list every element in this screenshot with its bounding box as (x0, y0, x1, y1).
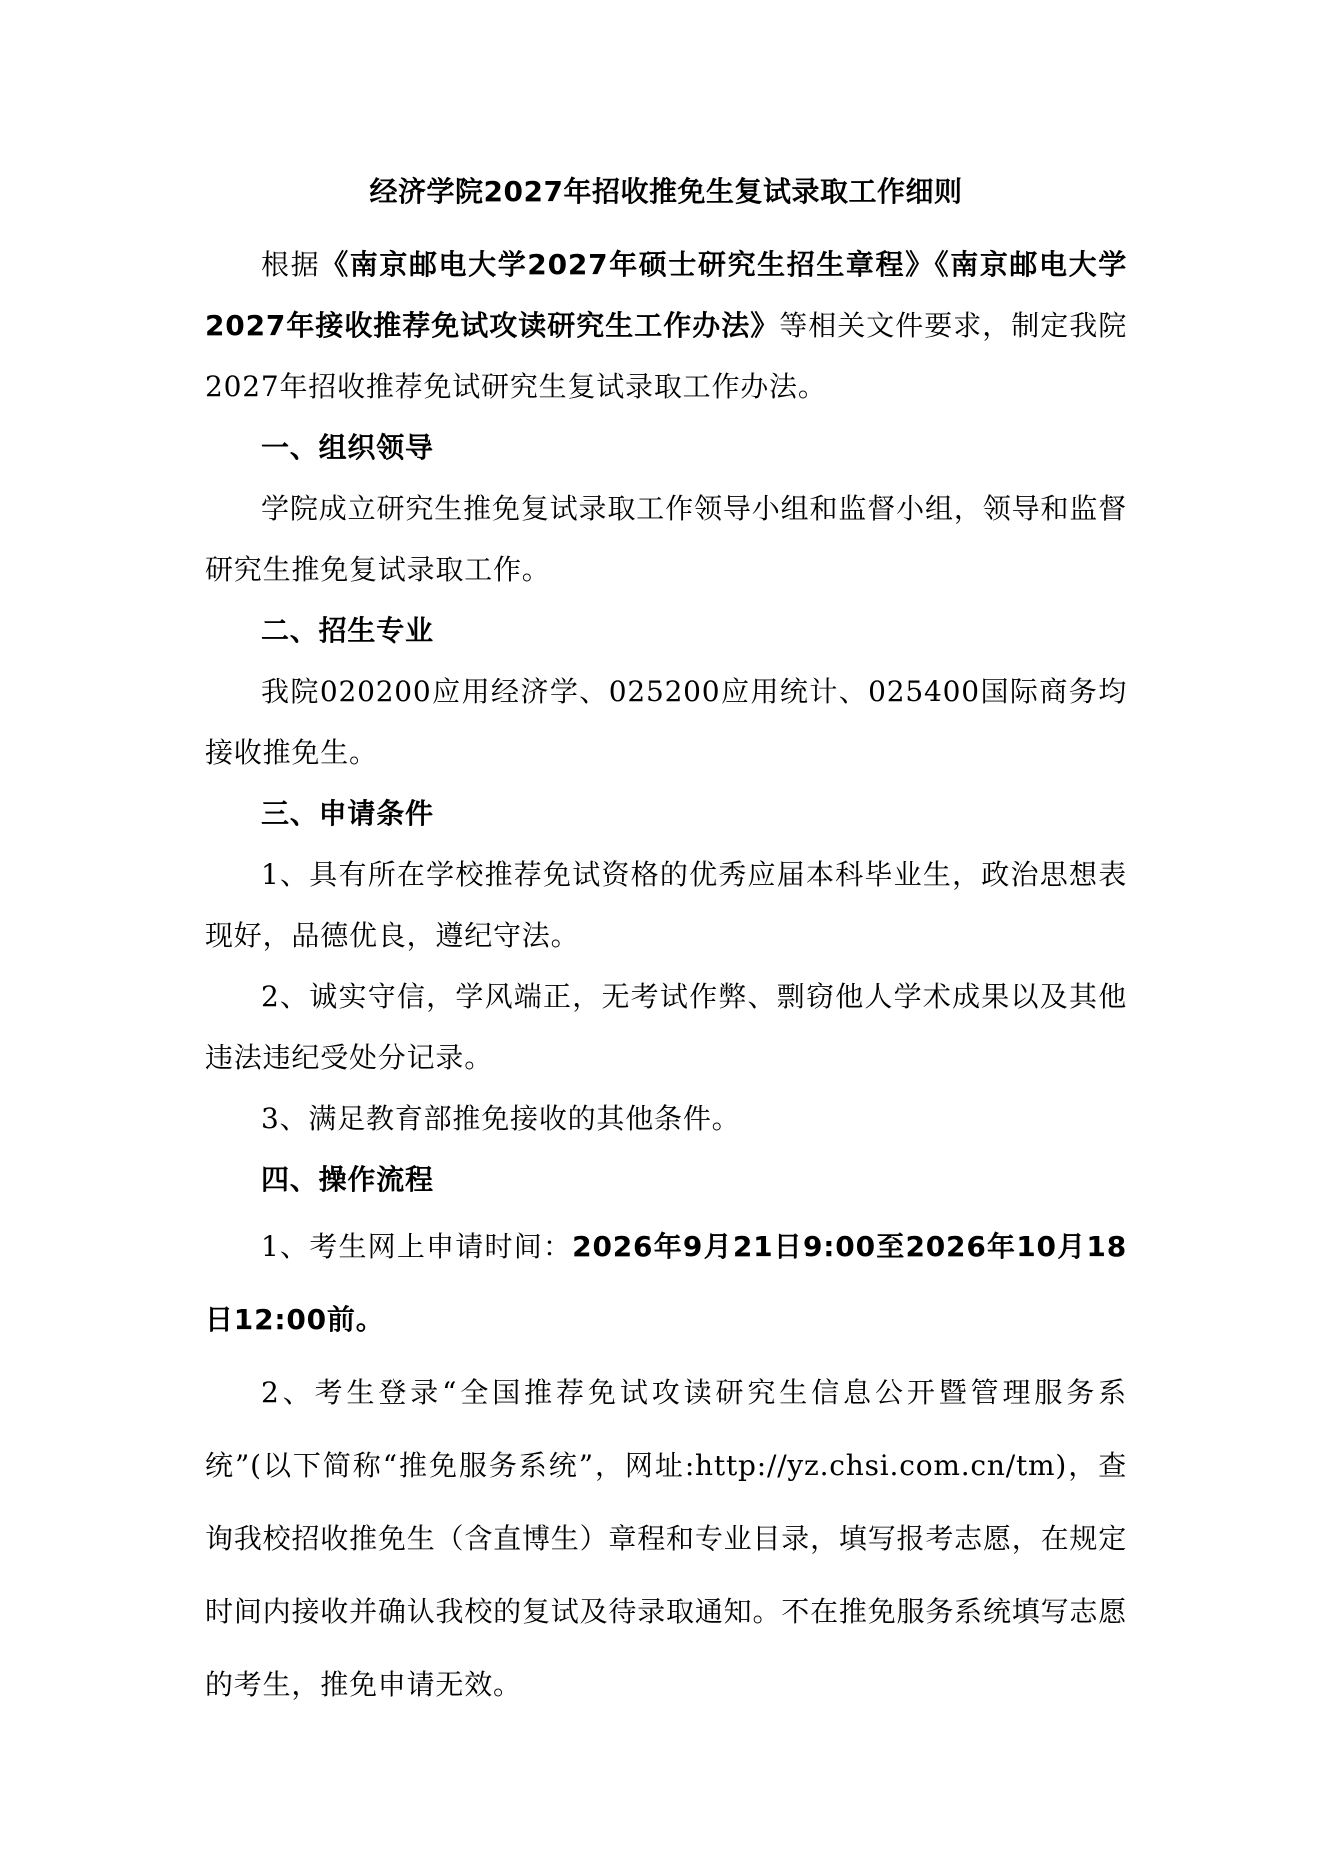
intro-text-documents: 《南京邮电大学2027年硕士研究生招生章程》《南京邮电大学2027年接收推荐免试攻读研究生工作办法》 (205, 248, 1127, 342)
section-paragraph-organization: 学院成立研究生推免复试录取工作领导小组和监督小组，领导和监督研究生推免复试录取工作。 (205, 492, 1127, 586)
application-period: 2026年9月21日9:00至2026年10月18日12:00前。 (205, 1230, 1127, 1336)
intro-text-pre: 根据 (261, 248, 321, 281)
intro-paragraph (205, 234, 1127, 417)
section-paragraph-majors: 我院020200应用经济学、025200应用统计、025400国际商务均接收推免生。 (205, 675, 1127, 769)
procedure-step-2: 2、考生登录“全国推荐免试攻读研究生信息公开暨管理服务系统”(以下简称“推免服务系统”，网址:http://yz.chsi.com.cn/tm)，查询我校招收推免生（含直博生）章程和专业目录，填写报考志愿，在规定时间内接收并确认我校的复试及待录取通知。不在推免服务系统填写志愿的考生，推免申请无效。 (205, 1376, 1127, 1701)
intro-text-post: 等相关文件要求，制定我院2027年招收推荐免试研究生复试录取工作办法。 (205, 309, 1127, 403)
section-heading-majors: 二、招生专业 (261, 614, 434, 647)
procedure-step-1 (205, 1210, 1127, 1356)
section-heading-requirements: 三、申请条件 (261, 797, 434, 830)
requirement-item-2: 2、诚实守信，学风端正，无考试作弊、剽窃他人学术成果以及其他违法违纪受处分记录。 (205, 980, 1127, 1074)
procedure-step-1-label: 1、考生网上申请时间： (261, 1230, 573, 1263)
document-title: 经济学院2027年招收推免生复试录取工作细则 (369, 175, 963, 208)
requirement-item-3: 3、满足教育部推免接收的其他条件。 (261, 1102, 741, 1135)
requirement-item-1: 1、具有所在学校推荐免试资格的优秀应届本科毕业生，政治思想表现好，品德优良，遵纪守法。 (205, 858, 1127, 952)
section-heading-procedure: 四、操作流程 (261, 1163, 434, 1196)
section-heading-organization: 一、组织领导 (261, 431, 434, 464)
document-body (205, 172, 1127, 1721)
